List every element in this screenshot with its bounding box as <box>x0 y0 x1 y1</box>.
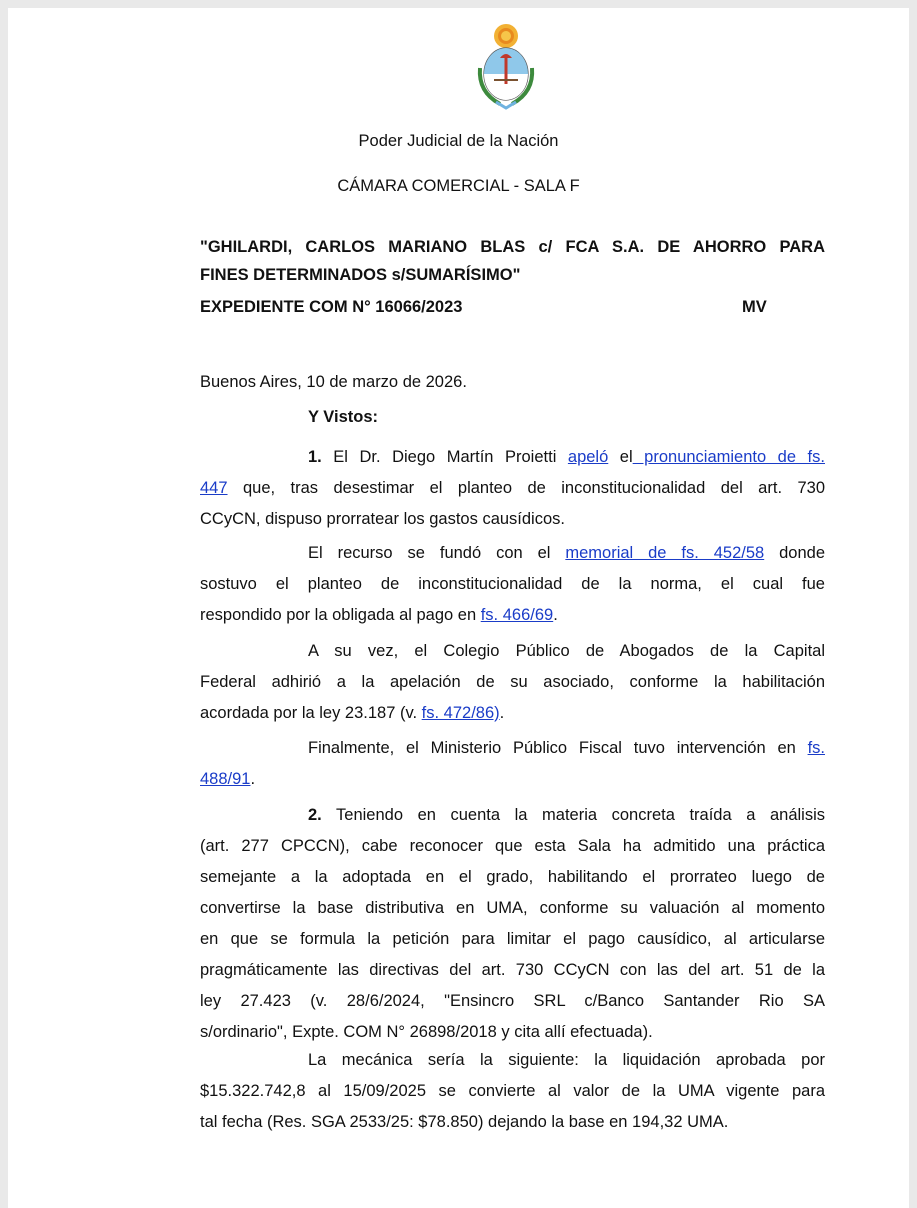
p4-line-2: 488/91. <box>200 770 256 788</box>
p1-line-2: 447 que, tras desestimar el planteo de inconstitucionalidad del art. 730 <box>200 479 825 497</box>
p2-line-3: respondido por la obligada al pago en fs. 466/69. <box>200 606 558 624</box>
paragraph-4 <box>200 733 825 795</box>
case-title-line-2: FINES DETERMINADOS s/SUMARÍSIMO" <box>200 266 521 284</box>
p5-line-8: s/ordinario", Expte. COM N° 26898/2018 y cita allí efectuada). <box>200 1023 653 1041</box>
paragraph-3 <box>200 636 825 729</box>
paragraph-6 <box>200 1045 825 1138</box>
link-fs[interactable]: fs. <box>807 739 825 757</box>
coat-of-arms-seal <box>474 22 538 110</box>
p5-line-2: (art. 277 CPCCN), cabe reconocer que esta Sala ha admitido una práctica <box>200 837 825 855</box>
court-name: CÁMARA COMERCIAL - SALA F <box>337 177 580 195</box>
p5-line-5: en que se formula la petición para limitar el pago causídico, al articularse <box>200 930 825 948</box>
p5-line-6: pragmáticamente las directivas del art. 730 CCyCN con las del art. 51 de la <box>200 961 825 979</box>
link-pronunciamiento[interactable]: pronunciamiento de fs. <box>632 448 825 466</box>
link-fs-447[interactable]: 447 <box>200 479 228 497</box>
paragraph-5 <box>200 800 825 1048</box>
paragraph-2 <box>200 538 825 631</box>
p2-line-1: El recurso se fundó con el memorial de fs. 452/58 donde <box>308 544 826 562</box>
p5-line-7: ley 27.423 (v. 28/6/2024, "Ensincro SRL c/Banco Santander Rio SA <box>200 992 825 1010</box>
case-title <box>200 233 825 289</box>
p6-line-2: $15.322.742,8 al 15/09/2025 se convierte al valor de la UMA vigente para <box>200 1082 825 1100</box>
p3-line-1: A su vez, el Colegio Público de Abogados de la Capital <box>308 642 825 660</box>
link-fs-488-91[interactable]: 488/91 <box>200 770 251 788</box>
paragraph-1 <box>200 442 825 535</box>
p6-line-1: La mecánica sería la siguiente: la liquidación aprobada por <box>308 1051 825 1069</box>
p5-number: 2. <box>308 806 322 824</box>
p1-line-3: CCyCN, dispuso prorratear los gastos causídicos. <box>200 510 565 528</box>
link-apelo[interactable]: apeló <box>567 448 609 466</box>
p4-line-1: Finalmente, el Ministerio Público Fiscal tuvo intervención en fs. <box>308 739 825 757</box>
judge-initials: MV <box>742 298 767 316</box>
p3-line-2: Federal adhirió a la apelación de su asociado, conforme la habilitación <box>200 673 825 691</box>
link-memorial[interactable]: memorial de fs. 452/58 <box>565 544 765 562</box>
p5-line-4: convertirse la base distributiva en UMA, conforme su valuación al momento <box>200 899 825 917</box>
p5-line-1: 2. Teniendo en cuenta la materia concreta traída a análisis <box>308 806 825 824</box>
p5-line-3: semejante a la adoptada en el grado, habilitando el prorrateo luego de <box>200 868 825 886</box>
date-line: Buenos Aires, 10 de marzo de 2026. <box>200 373 467 391</box>
p1-line-1: 1. El Dr. Diego Martín Proietti apeló el pronunciamiento de fs. <box>308 448 825 466</box>
p6-line-3: tal fecha (Res. SGA 2533/25: $78.850) dejando la base en 194,32 UMA. <box>200 1113 729 1131</box>
p2-line-2: sostuvo el planteo de inconstitucionalidad de la norma, el cual fue <box>200 575 825 593</box>
link-fs-466-69[interactable]: fs. 466/69 <box>480 606 554 624</box>
link-fs-472-86[interactable]: fs. 472/86) <box>421 704 500 722</box>
p3-line-3: acordada por la ley 23.187 (v. fs. 472/86). <box>200 704 505 722</box>
sun-rays <box>494 24 518 48</box>
institution-name: Poder Judicial de la Nación <box>358 132 559 150</box>
p1-number: 1. <box>308 448 322 466</box>
file-number: EXPEDIENTE COM N° 16066/2023 <box>200 298 463 316</box>
section-heading: Y Vistos: <box>308 408 379 426</box>
case-title-line-1: "GHILARDI, CARLOS MARIANO BLAS c/ FCA S.A. DE AHORRO PARA <box>200 238 825 256</box>
